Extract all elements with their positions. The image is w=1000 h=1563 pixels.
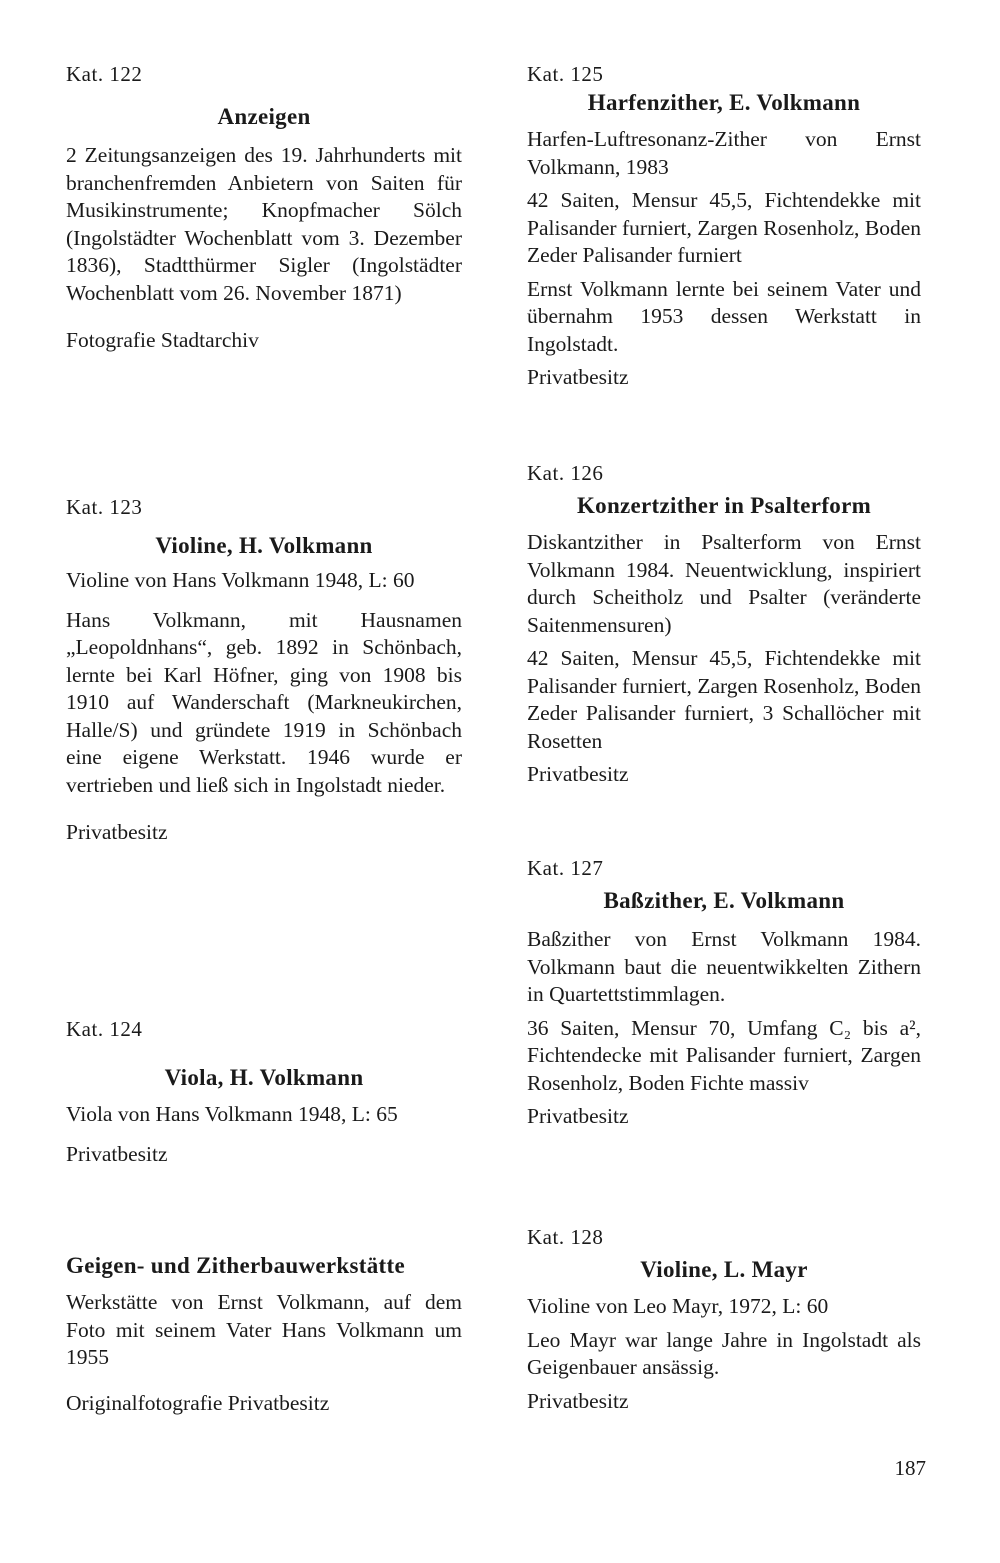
- page-number: 187: [894, 1456, 926, 1480]
- entry-kat-127: [527, 854, 921, 1131]
- entry-title: Viola, H. Volkmann: [164, 1065, 364, 1090]
- entry-title: Violine, H. Volkmann: [155, 533, 373, 558]
- entry-biography: Hans Volkmann, mit Hausnamen „Leopoldnhans“, geb. 1892 in Schönbach, lernte bei Karl Höfner, ging von 1908 bis 1910 auf Wanderschaft (Markneukirchen, Halle/S) und gründete 1919 in Schönbach eine eigene Werkstatt. 1946 wurde er vertrieben und ließ sich in Ingolstadt nieder.: [66, 607, 462, 797]
- entry-ownership: Privatbesitz: [527, 762, 629, 786]
- catalog-number: Kat. 123: [66, 495, 143, 519]
- entry-description: Baßzither von Ernst Volkmann 1984. Volkmann baut die neuentwikkelten Zithern in Quartettstimmlagen.: [527, 927, 921, 1006]
- entry-kat-123: [66, 493, 462, 847]
- entry-description: Viola von Hans Volkmann 1948, L: 65: [66, 1102, 398, 1126]
- entry-title: Harfenzither, E. Volkmann: [587, 90, 861, 115]
- catalog-number: Kat. 126: [527, 461, 604, 485]
- entry-kat-124: [66, 1015, 462, 1168]
- entry-ownership: Privatbesitz: [66, 820, 168, 844]
- entry-specifications: 42 Saiten, Mensur 45,5, Fichtendekke mit Palisander furniert, Zargen Rosenholz, Boden Zeder Palisander furniert: [527, 188, 921, 267]
- entry-description: Diskantzither in Psalterform von Ernst Volkmann 1984. Neuentwicklung, inspiriert durch Scheitholz und Psalter (veränderte Saitenmensuren): [527, 530, 921, 637]
- entry-kat-125: [527, 60, 921, 392]
- entry-title: Violine, L. Mayr: [640, 1257, 808, 1282]
- entry-description: Werkstätte von Ernst Volkmann, auf dem Foto mit seinem Vater Hans Volkmann um 1955: [66, 1290, 462, 1369]
- catalog-number: Kat. 125: [527, 62, 604, 86]
- entry-description: 2 Zeitungsanzeigen des 19. Jahrhunderts mit branchenfremden Anbietern von Saiten für Musikinstrumente; Knopfmacher Sölch (Ingolstädter Wochenblatt vom 3. Dezember 1836), Stadtthürmer Sigler (Ingolstädter Wochenblatt vom 26. November 1871): [66, 143, 462, 305]
- entry-ownership: Privatbesitz: [527, 1104, 629, 1128]
- catalog-number: Kat. 124: [66, 1017, 143, 1041]
- catalog-number: Kat. 128: [527, 1225, 604, 1249]
- entry-title: Geigen- und Zitherbauwerkstätte: [66, 1253, 405, 1278]
- entry-source: Fotografie Stadtarchiv: [66, 328, 259, 352]
- entry-kat-126: [527, 459, 921, 789]
- entry-description: Violine von Hans Volkmann 1948, L: 60: [66, 568, 415, 592]
- entry-description: Harfen-Luftresonanz-Zither von Ernst Volkmann, 1983: [527, 127, 921, 179]
- entry-kat-122: [66, 60, 462, 355]
- entry-kat-128: [527, 1223, 921, 1415]
- entry-workshop: [66, 1251, 462, 1417]
- catalog-number: Kat. 122: [66, 62, 143, 86]
- entry-specifications: 42 Saiten, Mensur 45,5, Fichtendekke mit Palisander furniert, Zargen Rosenholz, Boden Zeder Palisander furniert, 3 Schallöcher mit Rosetten: [527, 646, 921, 753]
- entry-title: Anzeigen: [217, 104, 311, 129]
- entry-ownership: Privatbesitz: [527, 365, 629, 389]
- entry-title: Konzertzither in Psalterform: [576, 493, 872, 518]
- entry-biography: Leo Mayr war lange Jahre in Ingolstadt als Geigenbauer ansässig.: [527, 1327, 921, 1379]
- entry-biography: Ernst Volkmann lernte bei seinem Vater und übernahm 1953 dessen Werkstatt in Ingolstadt.: [527, 276, 921, 356]
- entry-ownership: Privatbesitz: [66, 1141, 168, 1166]
- entry-specifications: 36 Saiten, Mensur 70, Umfang C₂ bis a², Fichtendecke mit Palisander furniert, Zargen Rosenholz, Boden Fichte massiv: [527, 1015, 921, 1095]
- entry-description: Violine von Leo Mayr, 1972, L: 60: [527, 1294, 829, 1318]
- entry-ownership: Privatbesitz: [527, 1388, 629, 1413]
- catalog-number: Kat. 127: [527, 856, 604, 880]
- entry-title: Baßzither, E. Volkmann: [603, 888, 845, 913]
- entry-source: Originalfotografie Privatbesitz: [66, 1390, 330, 1415]
